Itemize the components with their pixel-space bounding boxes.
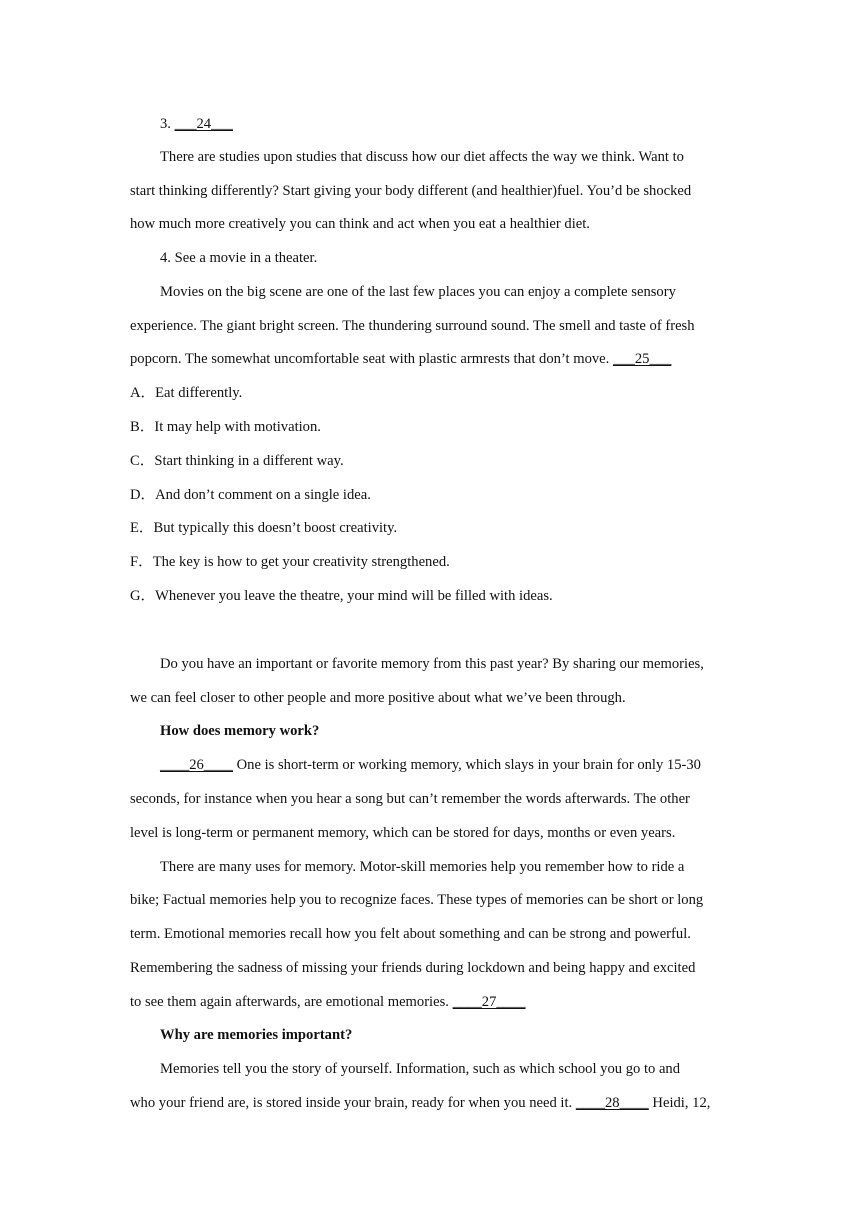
section-heading: How does memory work? [160,723,320,739]
blank-27: ____27____ [452,994,526,1010]
paragraph-text: One is short-term or working memory, which slays in your brain for only 15-30 [232,757,701,773]
blank-25: ___25___ [612,351,672,367]
paragraph-line: level is long-term or permanent memory, which can be stored for days, months or even years. [130,825,676,841]
paragraph-line: There are many uses for memory. Motor-skill memories help you remember how to ride a [160,859,685,875]
option-e: E．But typically this doesn’t boost creativity. [130,520,398,536]
paragraph-line: start thinking differently? Start giving your body different (and healthier)fuel. You’d be shocked [130,183,692,199]
question-24-heading [160,114,233,134]
option-b: B．It may help with motivation. [130,419,321,435]
paragraph-line: There are studies upon studies that discuss how our diet affects the way we think. Want to [160,149,684,165]
blank-28: ____28____ [575,1095,649,1111]
paragraph-line: Do you have an important or favorite memory from this past year? By sharing our memories, [160,656,704,672]
blank-26: ____26____ [160,757,233,773]
paragraph-line: bike; Factual memories help you to recognize faces. These types of memories can be short or long [130,892,704,908]
paragraph-line-with-blank [160,755,701,775]
blank-24: ___24___ [174,116,233,132]
question-number: 3. [160,116,171,132]
option-a: A．Eat differently. [130,385,243,401]
paragraph-line: how much more creatively you can think and act when you eat a healthier diet. [130,216,590,232]
paragraph-line-with-blank [130,992,526,1012]
option-d: D．And don’t comment on a single idea. [130,487,371,503]
paragraph-text: who your friend are, is stored inside your brain, ready for when you need it. [130,1095,573,1111]
paragraph-line: seconds, for instance when you hear a song but can’t remember the words afterwards. The other [130,791,690,807]
paragraph-line: experience. The giant bright screen. The thundering surround sound. The smell and taste of fresh [130,318,695,334]
paragraph-line: we can feel closer to other people and more positive about what we’ve been through. [130,690,626,706]
paragraph-text: to see them again afterwards, are emotional memories. [130,994,449,1010]
paragraph-text: Heidi, 12, [648,1095,711,1111]
section-heading: Why are memories important? [160,1027,353,1043]
paragraph-line-with-blank [130,349,671,369]
paragraph-line: term. Emotional memories recall how you felt about something and can be strong and powerful. [130,926,691,942]
option-c: C．Start thinking in a different way. [130,453,344,469]
option-f: F．The key is how to get your creativity strengthened. [130,554,450,570]
paragraph-line: Remembering the sadness of missing your friends during lockdown and being happy and excited [130,960,696,976]
paragraph-line: Movies on the big scene are one of the last few places you can enjoy a complete sensory [160,284,676,300]
paragraph-text: popcorn. The somewhat uncomfortable seat with plastic armrests that don’t move. [130,351,610,367]
paragraph-line-with-blank [130,1093,710,1113]
tip-heading-4: 4. See a movie in a theater. [160,250,318,266]
paragraph-line: Memories tell you the story of yourself. Information, such as which school you go to and [160,1061,681,1077]
option-g: G．Whenever you leave the theatre, your mind will be filled with ideas. [130,588,553,604]
